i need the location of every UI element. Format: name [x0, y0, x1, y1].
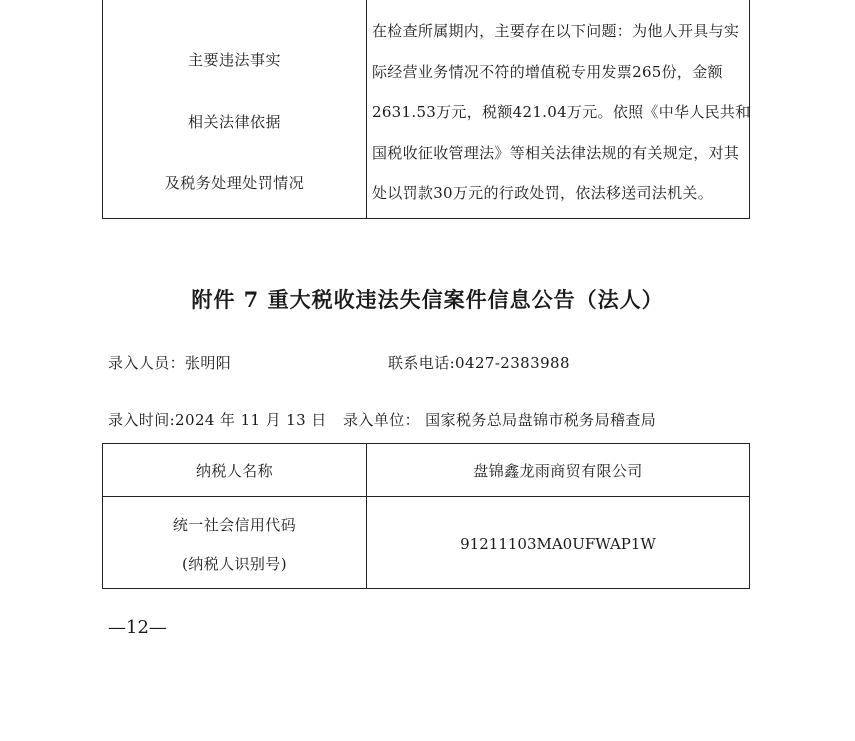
contact-phone: 联系电话:0427-2383988	[388, 354, 570, 372]
taxpayer-name-label: 纳税人名称	[195, 462, 273, 480]
violation-text-line: 处以罚款30万元的行政处罚，依法移送司法机关。	[372, 184, 713, 202]
page-number: —12—	[108, 617, 167, 638]
violation-text-line: 国税收征收管理法》等相关法律法规的有关规定，对其	[372, 144, 740, 162]
table-row-divider	[103, 496, 749, 497]
credit-code-label: 统一社会信用代码	[172, 516, 297, 534]
credit-code-value: 91211103MA0UFWAP1W	[460, 535, 656, 553]
taxpayer-name-value: 盘锦鑫龙雨商贸有限公司	[473, 462, 643, 480]
label-tax-penalty: 及税务处理处罚情况	[164, 174, 305, 192]
violation-facts-table	[102, 0, 750, 219]
taxpayer-info-table	[102, 443, 750, 589]
violation-text-line: 在检查所属期内，主要存在以下问题：为他人开具与实	[372, 22, 740, 40]
taxpayer-id-label: (纳税人识别号)	[182, 555, 287, 573]
label-legal-basis: 相关法律依据	[187, 113, 281, 131]
label-main-violation-facts: 主要违法事实	[187, 51, 281, 69]
entry-unit: 录入单位： 国家税务总局盘锦市税务局稽查局	[343, 411, 657, 429]
entry-person: 录入人员：张明阳	[108, 354, 232, 372]
violation-text-line: 2631.53万元，税额421.04万元。依照《中华人民共和	[372, 103, 751, 121]
table-column-divider	[366, 0, 367, 218]
entry-time: 录入时间:2024 年 11 月 13 日	[108, 411, 327, 429]
violation-text-line: 际经营业务情况不符的增值税专用发票265份，金额	[372, 63, 723, 81]
announcement-heading: 附件 7 重大税收违法失信案件信息公告（法人）	[191, 287, 664, 312]
